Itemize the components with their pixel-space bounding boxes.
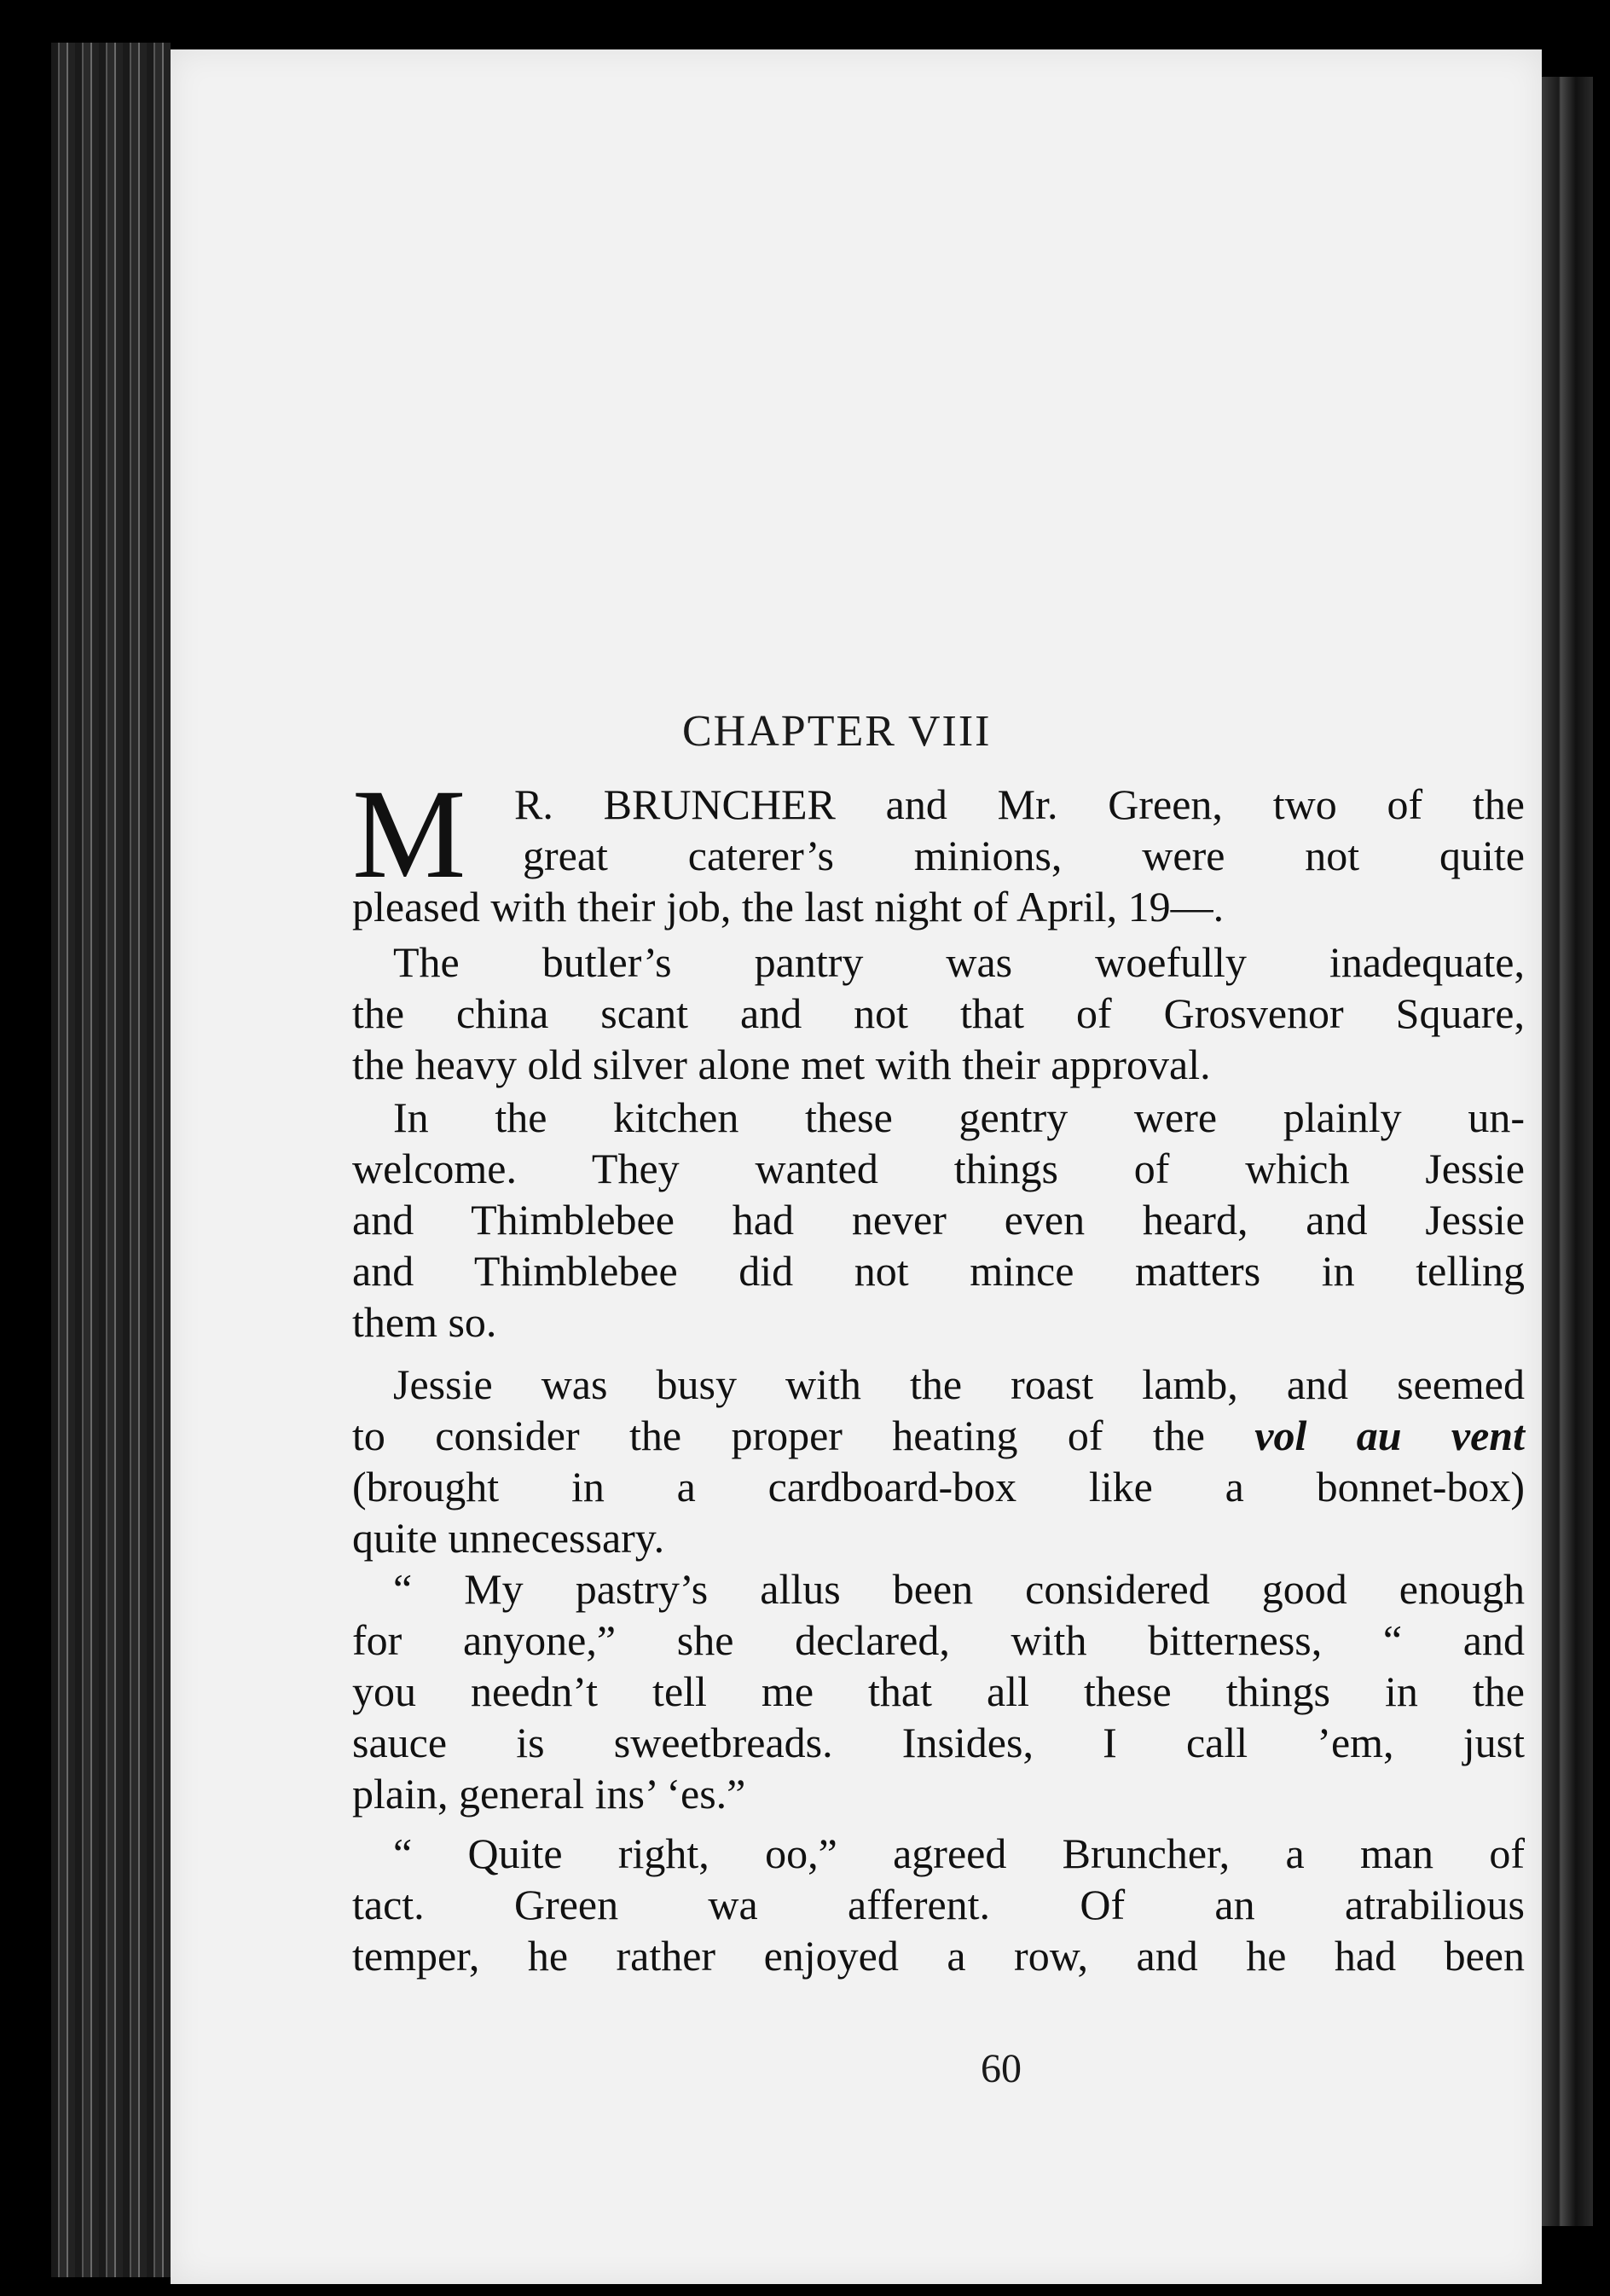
text-line: and Thimblebee had never even heard, and Jessie xyxy=(352,1196,1525,1244)
text-line: sauce is sweetbreads. Insides, I call ’em, just xyxy=(352,1719,1525,1766)
text-line: Jessie was busy with the roast lamb, and seemed xyxy=(393,1360,1525,1408)
text-line: welcome. They wanted things of which Jessie xyxy=(352,1145,1525,1192)
text-line: them so. xyxy=(352,1298,497,1346)
text-line: the china scant and not that of Grosvenor Square, xyxy=(352,989,1525,1037)
paragraph-5 xyxy=(352,1563,1525,1819)
paragraph-2 xyxy=(352,936,1525,1090)
text-line: quite unnecessary. xyxy=(352,1514,665,1562)
text-line: great caterer’s minions, were not quite xyxy=(523,832,1525,879)
drop-cap: M xyxy=(352,763,466,905)
text-segment: to consider the proper heating of the xyxy=(352,1412,1255,1459)
text-line xyxy=(352,1410,1525,1461)
text-line: plain, general ins’ ‘es.” xyxy=(352,1770,746,1818)
text-line: The butler’s pantry was woefully inadequate, xyxy=(393,938,1525,986)
paragraph-6 xyxy=(352,1828,1525,1981)
text-line: tact. Green wa afferent. Of an atrabilious xyxy=(352,1881,1525,1928)
paragraph-4 xyxy=(352,1359,1525,1563)
text-line: “ My pastry’s allus been considered good enough xyxy=(393,1565,1525,1613)
text-line: and Thimblebee did not mince matters in telling xyxy=(352,1247,1525,1295)
text-line: temper, he rather enjoyed a row, and he had been xyxy=(352,1932,1525,1980)
text-line: the heavy old silver alone met with their approval. xyxy=(352,1041,1211,1088)
text-line: (brought in a cardboard-box like a bonnet-box) xyxy=(352,1463,1525,1510)
book-right-edge xyxy=(1542,77,1593,2226)
book-page xyxy=(171,49,1542,2284)
page-number: 60 xyxy=(981,2046,1022,2091)
book-spine-edge xyxy=(51,43,171,2277)
text-line: pleased with their job, the last night of April, 19—. xyxy=(352,883,1225,931)
text-line: you needn’t tell me that all these things in the xyxy=(352,1667,1525,1715)
italic-phrase: vol au vent xyxy=(1254,1412,1525,1459)
chapter-title: CHAPTER VIII xyxy=(682,707,992,756)
text-line: In the kitchen these gentry were plainly un- xyxy=(393,1093,1525,1141)
text-line: R. BRUNCHER and Mr. Green, two of the xyxy=(514,780,1525,828)
paragraph-3 xyxy=(352,1092,1525,1348)
text-line: for anyone,” she declared, with bitterness, “ and xyxy=(352,1616,1525,1664)
text-line: “ Quite right, oo,” agreed Bruncher, a man of xyxy=(393,1829,1525,1877)
